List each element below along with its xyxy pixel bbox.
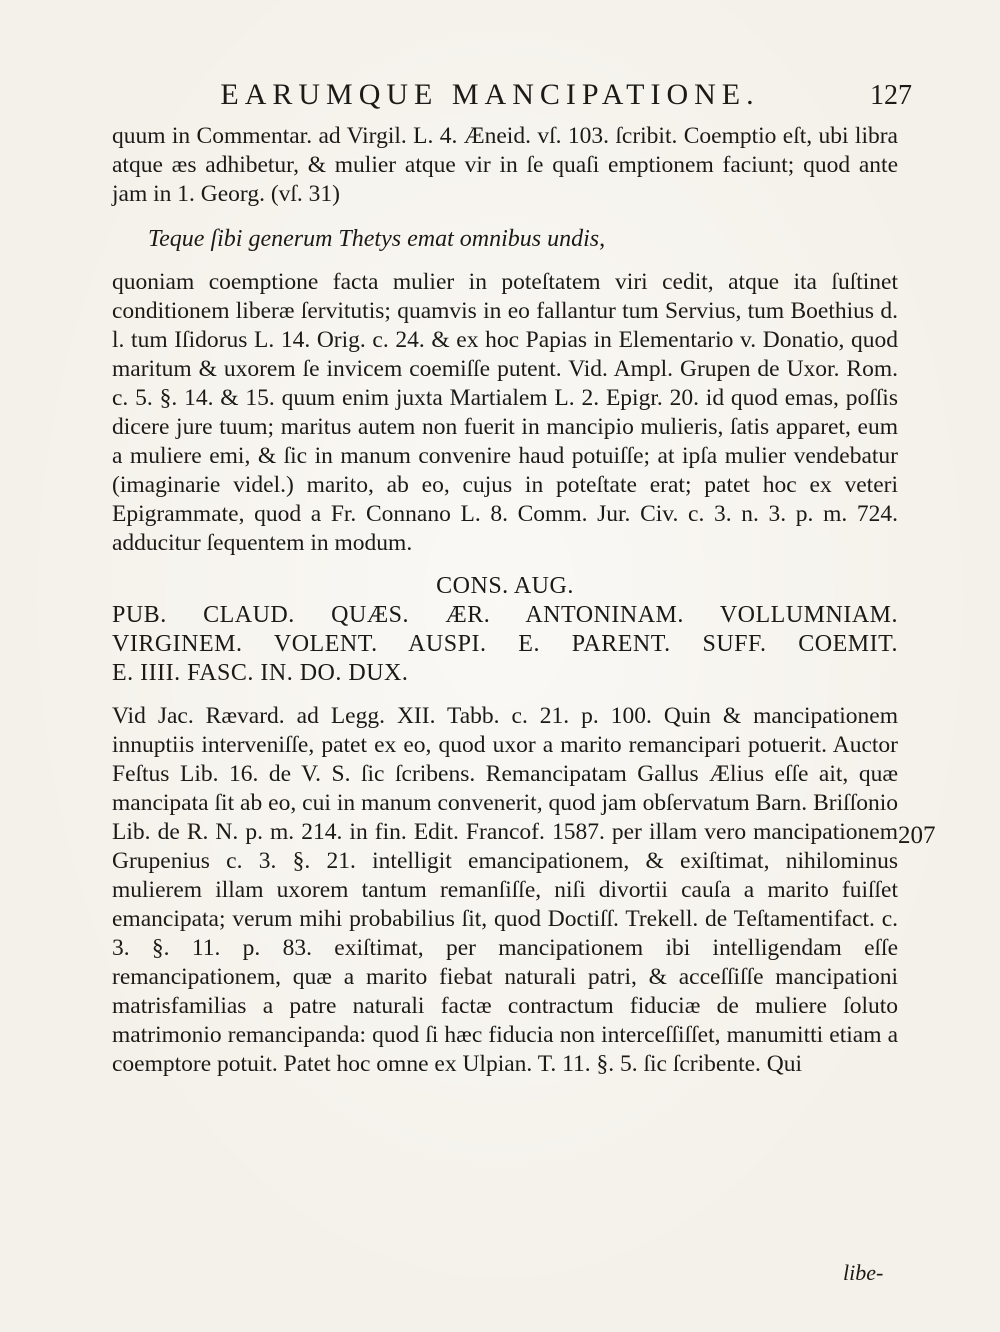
margin-note: 207	[898, 822, 936, 849]
inscription-line-2: VIRGINEM. VOLENT. AUSPI. E. PARENT. SUFF. COEMIT.	[112, 631, 898, 657]
page-header	[60, 78, 920, 118]
paragraph-1: quum in Commentar. ad Virgil. L. 4. Æneid. vſ. 103. ſcribit. Coemptio eſt, ubi libra atque æs adhibetur, & mulier atque vir in ſe quaſi emptionem faciunt; quod ante jam in 1. Georg. (vſ. 31)	[112, 123, 898, 207]
catchword: libe-	[843, 1260, 884, 1285]
inscription-heading: CONS. AUG.	[436, 573, 574, 599]
body-text	[112, 122, 898, 1079]
inscription-block	[112, 572, 898, 688]
verse-quotation: Teque ſibi generum Thetys emat omnibus undis,	[148, 226, 606, 252]
paragraph-3: Vid Jac. Rævard. ad Legg. XII. Tabb. c. 21. p. 100. Quin & mancipationem innuptiis interveniſſe, patet ex eo, quod uxor a marito remancipari potuerit. Auctor Feſtus Lib. 16. de V. S. ſic ſcribens. Remancipatam Gallus Ælius eſſe ait, quæ mancipata ſit ab eo, cui in manum convenerit, quod jam obſervatum Barn. Briſſonio Lib. de R. N. p. m. 214. in fin. Edit. Francof. 1587. per illam vero mancipationem Grupenius c. 3. §. 21. intelligit emancipationem, & exiſtimat, nihilominus mulierem illam uxorem tantum remanſiſſe, niſi divortii cauſa a marito fuiſſet emancipata; verum mihi probabilius ſit, quod Doctiſſ. Trekell. de Teſtamentifact. c. 3. §. 11. p. 83. exiſtimat, per mancipationem ibi intelligendam eſſe remancipationem, quæ a marito fiebat naturali patri, & acceſſiſſe mancipationi matrisfamilias a patre naturali factæ contractum fiduciæ de muliere ſoluto matrimonio remancipanda: quod ſi hæc fiducia non interceſſiſſet, manumitti etiam a coemptore potuit. Patet hoc omne ex Ulpian. T. 11. §. 5. ſic ſcribente. Qui	[112, 703, 898, 1077]
inscription-line-1: PUB. CLAUD. QUÆS. ÆR. ANTONINAM. VOLLUMNIAM.	[112, 602, 898, 628]
running-title: EARUMQUE MANCIPATIONE.	[220, 78, 760, 111]
paragraph-2: quoniam coemptione facta mulier in poteſtatem viri cedit, atque ita ſuſtinet conditionem liberæ ſervitutis; quamvis in eo fallantur tum Servius, tum Boethius d. l. tum Iſidorus L. 14. Orig. c. 24. & ex hoc Papias in Elementario v. Donatio, quod maritum & uxorem ſe invicem coemiſſe putent. Vid. Ampl. Grupen de Uxor. Rom. c. 5. §. 14. & 15. quum enim juxta Martialem L. 2. Epigr. 20. id quod emas, poſſis dicere jure tuum; maritus autem non fuerit in mancipio mulieris, ſatis apparet, eum a muliere emi, & ſic in manum convenire haud potuiſſe; at ipſa mulier vendebatur (imaginarie videl.) marito, ab eo, cujus in poteſtate erat; patet hoc ex veteri Epigrammate, quod a Fr. Connano L. 8. Comm. Jur. Civ. c. 3. n. 3. p. m. 724. adducitur ſequentem in modum.	[112, 269, 898, 556]
page-number: 127	[870, 80, 912, 111]
inscription-line-3: E. IIII. FASC. IN. DO. DUX.	[112, 660, 409, 686]
